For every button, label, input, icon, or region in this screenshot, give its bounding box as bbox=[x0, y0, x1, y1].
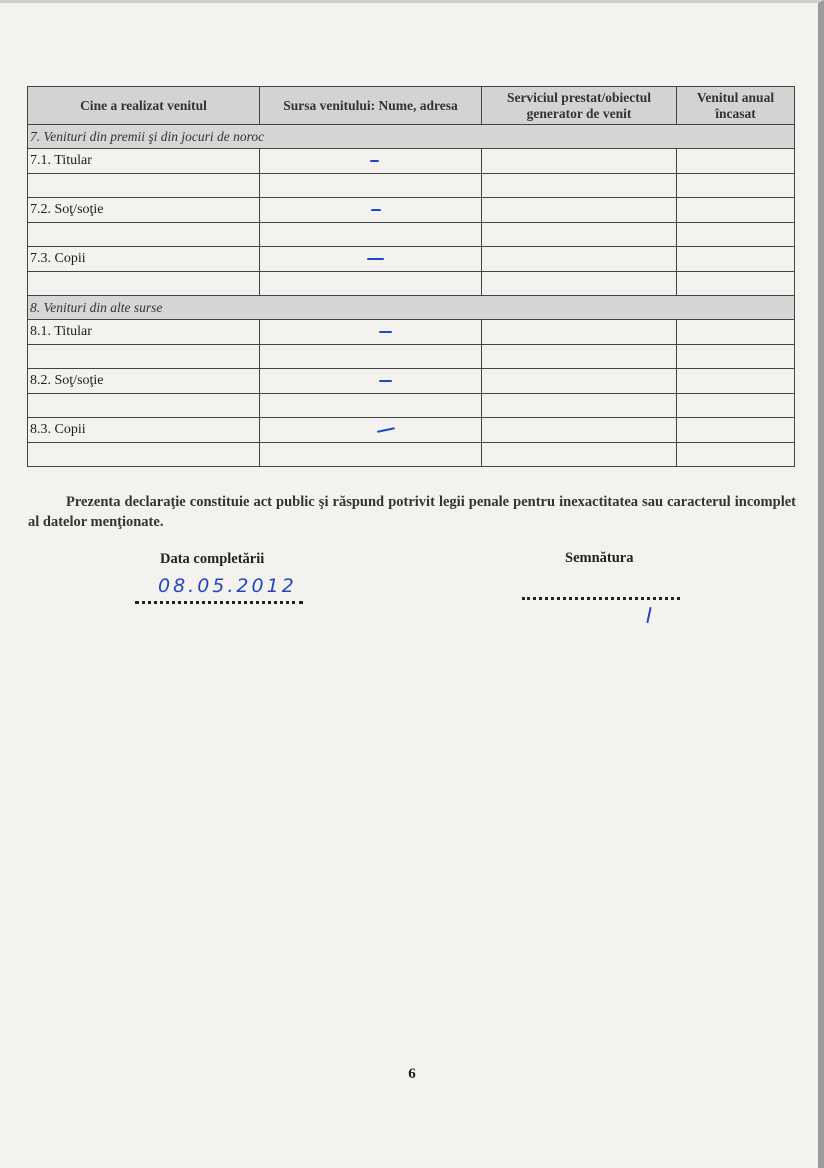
handwritten-dash bbox=[376, 427, 394, 433]
empty-cell bbox=[677, 247, 795, 272]
empty-cell bbox=[677, 271, 795, 296]
table-row bbox=[28, 344, 795, 369]
dash-cell bbox=[260, 198, 482, 223]
header-serviciul: Serviciul prestat/obiectul generator de venit bbox=[482, 87, 677, 125]
income-table bbox=[27, 86, 795, 467]
dash-cell bbox=[260, 369, 482, 394]
table-row bbox=[28, 198, 795, 223]
empty-cell bbox=[260, 393, 482, 418]
empty-cell bbox=[677, 320, 795, 345]
empty-cell bbox=[28, 271, 260, 296]
empty-cell bbox=[482, 393, 677, 418]
empty-cell bbox=[260, 442, 482, 467]
section-row bbox=[28, 296, 795, 320]
empty-cell bbox=[28, 173, 260, 198]
empty-cell bbox=[482, 149, 677, 174]
header-venitul: Venitul anual încasat bbox=[677, 87, 795, 125]
empty-cell bbox=[482, 271, 677, 296]
handwritten-dash bbox=[371, 209, 381, 211]
empty-cell bbox=[28, 222, 260, 247]
section-7-title: 7. Venituri din premii şi din jocuri de noroc bbox=[28, 125, 795, 149]
handwritten-dash bbox=[370, 160, 379, 162]
date-label: Data completării bbox=[160, 551, 265, 567]
row-label: 8.1. Titular bbox=[28, 320, 260, 345]
header-cine: Cine a realizat venitul bbox=[28, 87, 260, 125]
table-row bbox=[28, 442, 795, 467]
empty-cell bbox=[260, 222, 482, 247]
table-row bbox=[28, 418, 795, 443]
dash-cell bbox=[260, 149, 482, 174]
dash-cell bbox=[260, 418, 482, 443]
signature-label: Semnătura bbox=[565, 550, 634, 566]
empty-cell bbox=[482, 198, 677, 223]
section-8-title: 8. Venituri din alte surse bbox=[28, 296, 795, 320]
table-row bbox=[28, 222, 795, 247]
empty-cell bbox=[677, 149, 795, 174]
empty-cell bbox=[482, 442, 677, 467]
empty-cell bbox=[677, 418, 795, 443]
empty-cell bbox=[260, 271, 482, 296]
signature-dotted-line bbox=[522, 597, 680, 600]
page-number: 6 bbox=[408, 1066, 416, 1082]
empty-cell bbox=[28, 344, 260, 369]
empty-cell bbox=[677, 442, 795, 467]
legal-statement: Prezenta declaraţie constituie act public şi răspund potrivit legii penale pentru inexactitatea sau caracterul incomplet al datelor menţionate. bbox=[28, 494, 796, 530]
header-sursa: Sursa venitului: Nume, adresa bbox=[260, 87, 482, 125]
empty-cell bbox=[482, 344, 677, 369]
empty-cell bbox=[260, 173, 482, 198]
empty-cell bbox=[677, 393, 795, 418]
dash-cell bbox=[260, 247, 482, 272]
section-row bbox=[28, 125, 795, 149]
empty-cell bbox=[677, 198, 795, 223]
table-row bbox=[28, 393, 795, 418]
date-dotted-line bbox=[135, 601, 303, 604]
empty-cell bbox=[677, 173, 795, 198]
empty-cell bbox=[677, 222, 795, 247]
row-label: 7.2. Soţ/soţie bbox=[28, 198, 260, 223]
dash-cell bbox=[260, 320, 482, 345]
empty-cell bbox=[677, 369, 795, 394]
row-label: 7.1. Titular bbox=[28, 149, 260, 174]
handwritten-date: 08.05.2012 bbox=[158, 575, 297, 597]
empty-cell bbox=[482, 247, 677, 272]
table-row bbox=[28, 369, 795, 394]
table-header-row bbox=[28, 87, 795, 125]
empty-cell bbox=[482, 320, 677, 345]
empty-cell bbox=[28, 442, 260, 467]
table-row bbox=[28, 320, 795, 345]
table-row bbox=[28, 271, 795, 296]
row-label: 8.2. Soţ/soţie bbox=[28, 369, 260, 394]
empty-cell bbox=[482, 173, 677, 198]
empty-cell bbox=[482, 418, 677, 443]
handwritten-dash bbox=[379, 331, 392, 333]
table-row bbox=[28, 247, 795, 272]
empty-cell bbox=[260, 344, 482, 369]
table-row bbox=[28, 173, 795, 198]
income-table-wrapper bbox=[27, 86, 794, 467]
handwritten-dash bbox=[367, 258, 384, 260]
row-label: 7.3. Copii bbox=[28, 247, 260, 272]
empty-cell bbox=[482, 222, 677, 247]
table-row bbox=[28, 149, 795, 174]
handwritten-dash bbox=[379, 380, 392, 382]
empty-cell bbox=[482, 369, 677, 394]
empty-cell bbox=[28, 393, 260, 418]
row-label: 8.3. Copii bbox=[28, 418, 260, 443]
empty-cell bbox=[677, 344, 795, 369]
